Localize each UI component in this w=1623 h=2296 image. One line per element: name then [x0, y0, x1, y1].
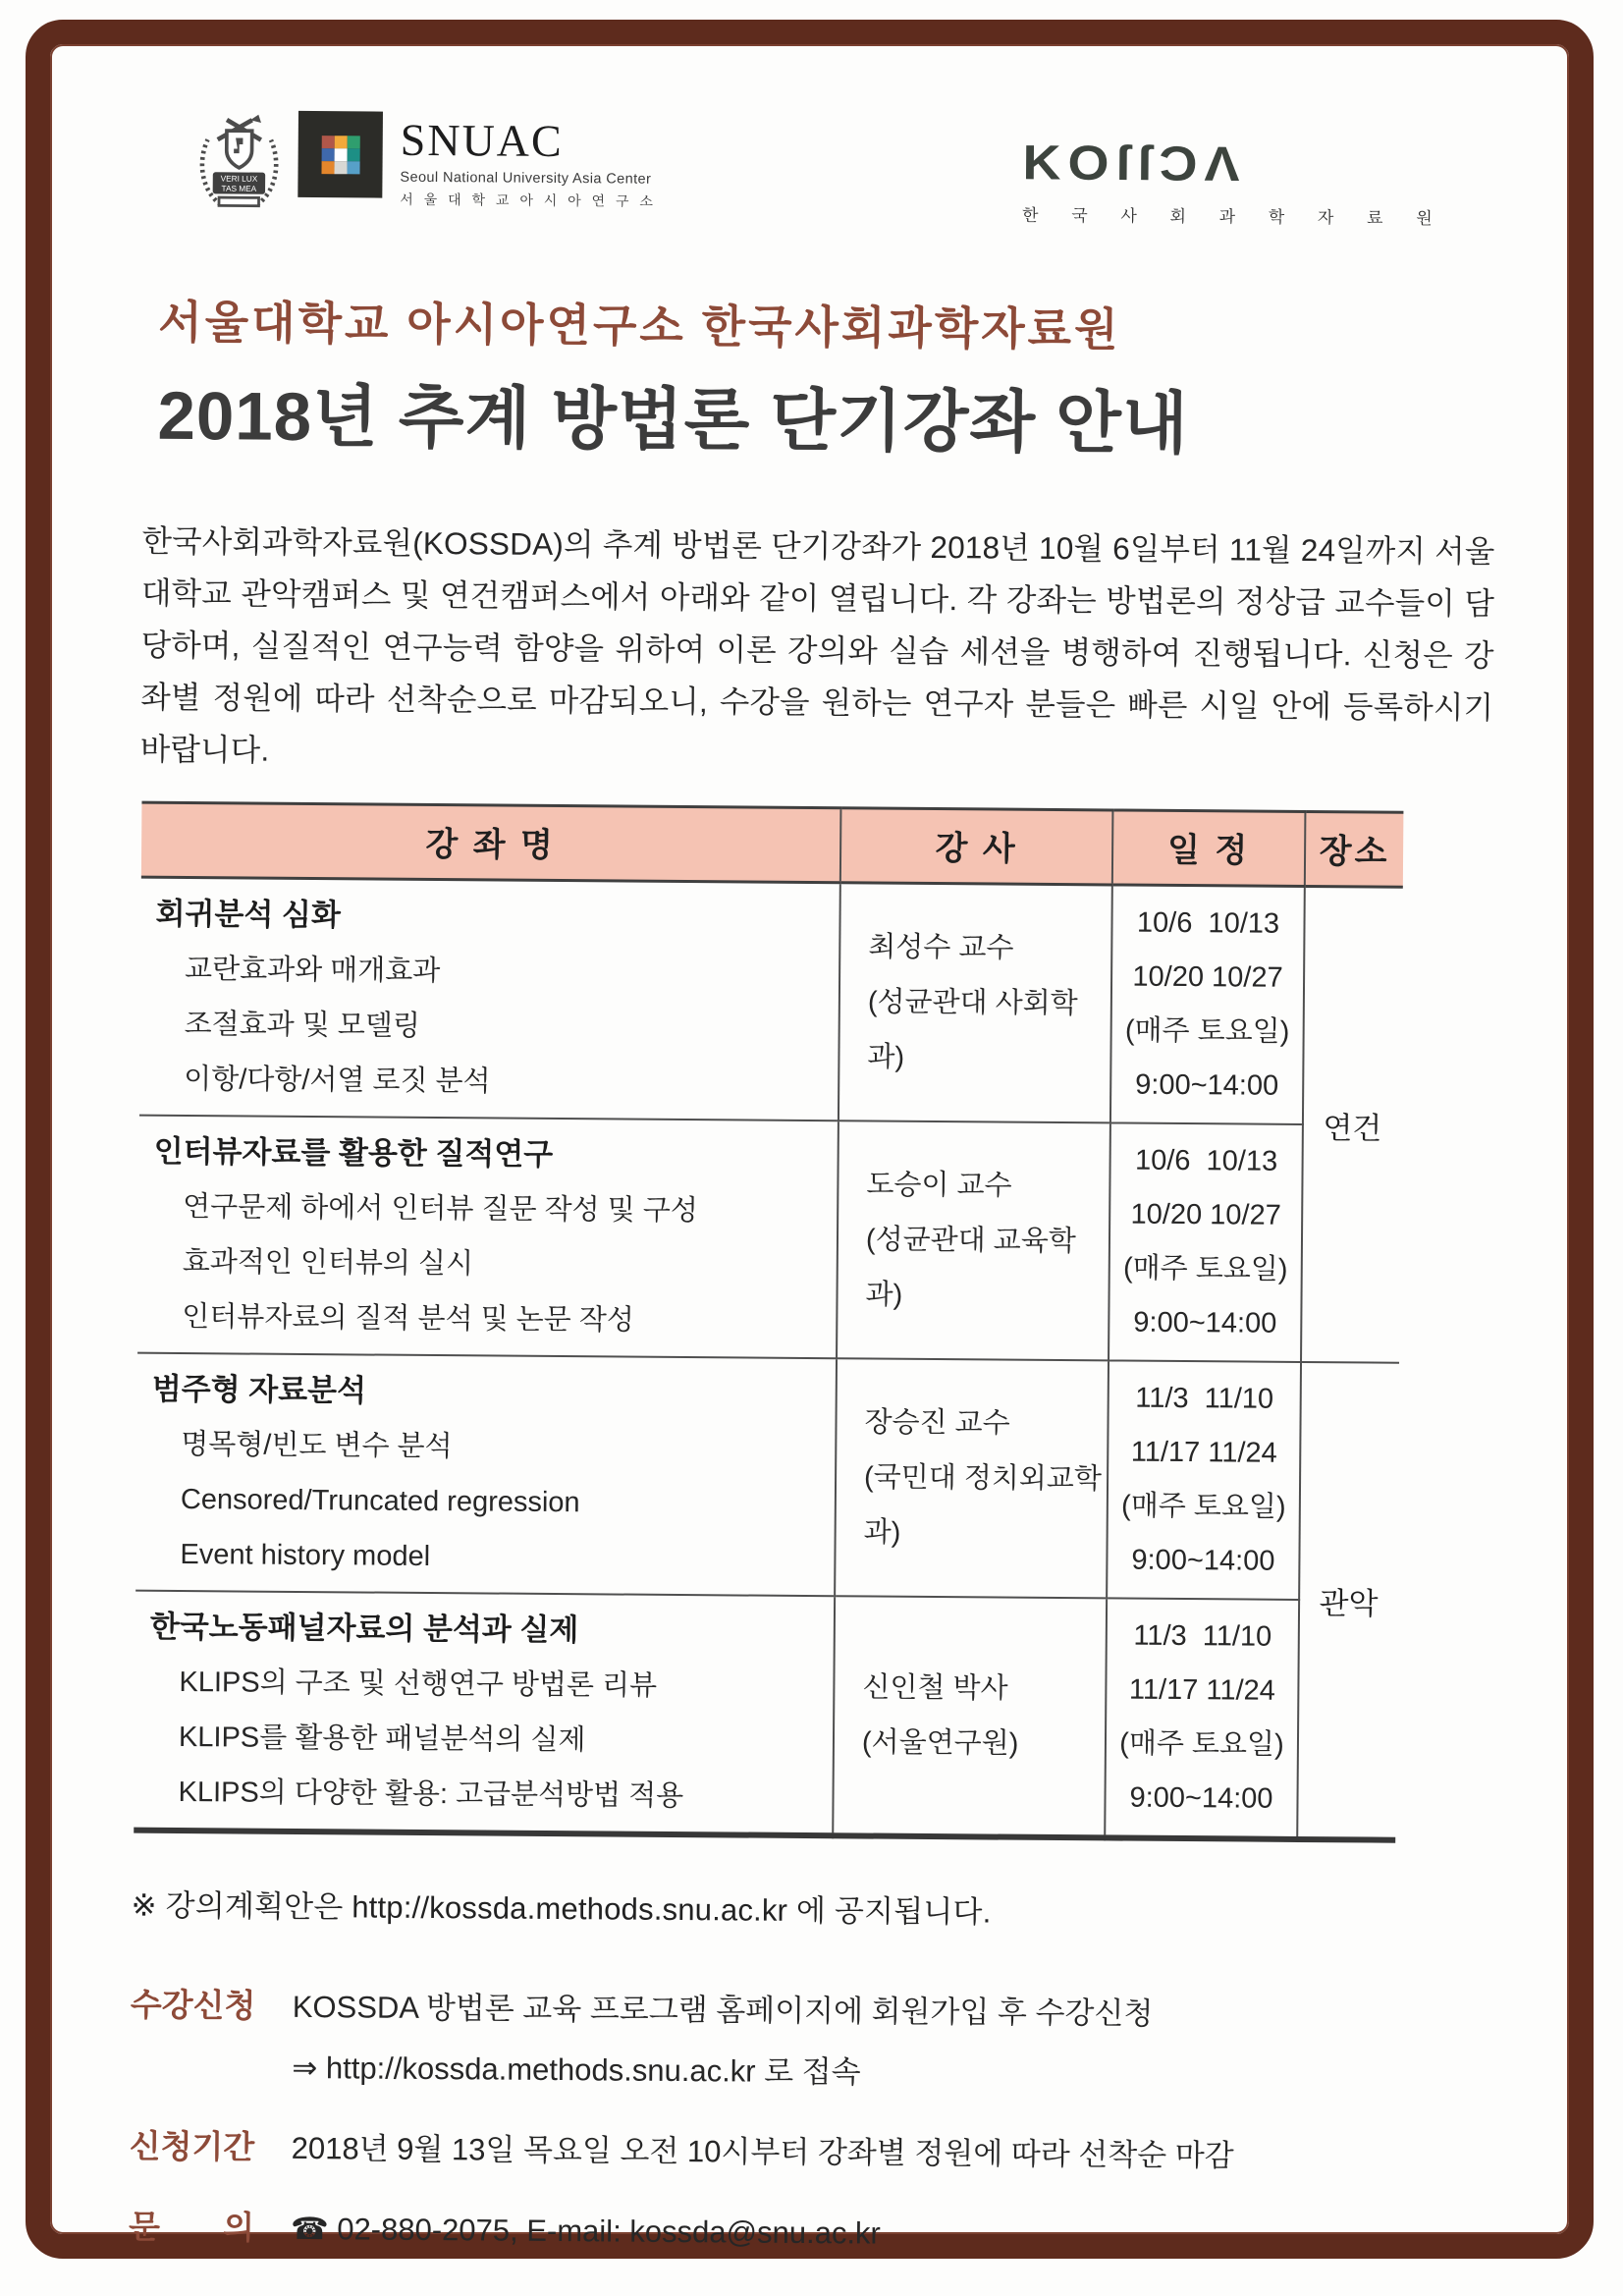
place-cell: 연건 [1301, 886, 1403, 1362]
schedule-cell: 10/6 10/13 10/20 10/27 (매주 토요일) 9:00~14:00 [1110, 885, 1305, 1124]
col-header-place: 장소 [1305, 811, 1404, 887]
col-header-instructor: 강 사 [840, 808, 1113, 885]
period-line: 2018년 9월 13일 목요일 오전 10시부터 강좌별 정원에 따라 선착순 마감 [291, 2130, 1234, 2173]
application-info [129, 1976, 1484, 2269]
kossda-subtitle-ko: 한 국 사 회 과 학 자 료 원 [1022, 205, 1447, 229]
course-title: 회귀분석 심화 [155, 896, 342, 933]
intro-paragraph: 한국사회과학자료원(KOSSDA)의 추계 방법론 단기강좌가 2018년 10월 6일부터 11월 24일까지 서울대학교 관악캠퍼스 및 연건캠퍼스에서 아래와 같이 열립니다. 각 강좌는 방법론의 정상급 교수들이 담당하며, 실질적인 연구능력 함양을 위하여 이론 강의와 실습 세션을 병행하여 진행됩니다. 신청은 강좌별 정원에 따라 선착순으로 마감되오니, 수강을 원하는 연구자 분들은 빠른 시일 안에 등록하시기 바랍니다. [139, 522, 1495, 768]
snu-crest-icon [193, 110, 285, 213]
footer-row-period [129, 2117, 1482, 2189]
crest-motto-line1: VERI LUX [220, 174, 258, 184]
course-title: 범주형 자료분석 [151, 1371, 367, 1408]
snuac-subtitle-ko: 서 울 대 학 교 아 시 아 연 구 소 [400, 191, 657, 209]
course-cell: 인터뷰자료를 활용한 질적연구 연구문제 하에서 인터뷰 질문 작성 및 구성 효과적인 인터뷰의 실시 인터뷰자료의 질적 분석 및 논문 작성 [137, 1116, 839, 1359]
course-title: 인터뷰자료를 활용한 질적연구 [153, 1133, 554, 1172]
table-row [134, 1591, 1397, 1840]
apply-line1: KOSSDA 방법론 교육 프로그램 홈페이지에 회원가입 후 수강신청 [292, 1989, 1154, 2031]
footer-row-apply [130, 1976, 1484, 2108]
instructor-cell: 도승이 교수 (성균관대 교육학과) [837, 1121, 1110, 1360]
instructor-cell: 최성수 교수 (성균관대 사회학과) [839, 883, 1112, 1123]
table-header-row [141, 802, 1404, 887]
instructor-cell: 신인철 박사 (서울연구원) [833, 1596, 1107, 1837]
kossda-logo [1022, 117, 1447, 229]
snuac-logo [400, 112, 657, 211]
table-row [135, 1353, 1399, 1601]
footer-label: 신청기간 [129, 2127, 255, 2165]
schedule-cell: 10/6 10/13 10/20 10/27 (매주 토요일) 9:00~14:00 [1109, 1122, 1303, 1362]
page-content [129, 110, 1498, 2269]
schedule-cell: 11/3 11/10 11/17 11/24 (매주 토요일) 9:00~14:00 [1107, 1360, 1301, 1600]
footer-label: 수강신청 [130, 1986, 256, 2024]
contact-line: ☎ 02-880-2075, E-mail: kossda@snu.ac.kr [290, 2211, 881, 2251]
snuac-subtitle-en: Seoul National University Asia Center [400, 169, 652, 188]
place-cell: 관악 [1297, 1362, 1399, 1840]
apply-line2-url: ⇒ http://kossda.methods.snu.ac.kr 로 접속 [292, 2050, 861, 2090]
snuac-wordmark: SNUAC [400, 114, 564, 167]
footer-label: 문 의 [128, 2208, 255, 2246]
logo-row [193, 110, 1447, 229]
course-table [134, 801, 1403, 1843]
footer-row-contact [129, 2198, 1482, 2269]
course-cell: 한국노동패널자료의 분석과 실제 KLIPS의 구조 및 선행연구 방법론 리뷰 KLIPS를 활용한 패널분석의 실제 KLIPS의 다양한 활용: 고급분석방법 적용 [134, 1591, 835, 1836]
table-row [139, 877, 1403, 1125]
crest-motto-line2: TAS MEA [221, 184, 257, 193]
instructor-cell: 장승진 교수 (국민대 정치외교학과) [835, 1358, 1109, 1598]
course-cell: 회귀분석 심화 교란효과와 매개효과 조절효과 및 모델링 이항/다항/서열 로짓 분석 [139, 877, 840, 1121]
syllabus-note: ※ 강의계획안은 http://kossda.methods.snu.ac.kr 에 공지됩니다. [131, 1887, 992, 1930]
page-title-line2: 2018년 추계 방법론 단기강좌 안내 [157, 377, 1189, 463]
schedule-cell: 11/3 11/10 11/17 11/24 (매주 토요일) 9:00~14:00 [1105, 1598, 1299, 1839]
course-cell: 범주형 자료분석 명목형/빈도 변수 분석 Censored/Truncated regression Event history model [135, 1353, 837, 1597]
col-header-schedule: 일 정 [1112, 810, 1306, 887]
table-row [137, 1116, 1401, 1363]
snuac-symbol-icon [298, 111, 383, 198]
kossda-wordmark: KOſſƆΛ [1022, 136, 1247, 192]
col-header-course: 강 좌 명 [141, 802, 841, 883]
course-title: 한국노동패널자료의 분석과 실제 [149, 1609, 579, 1648]
page-title-line1: 서울대학교 아시아연구소 한국사회과학자료원 [158, 296, 1121, 355]
